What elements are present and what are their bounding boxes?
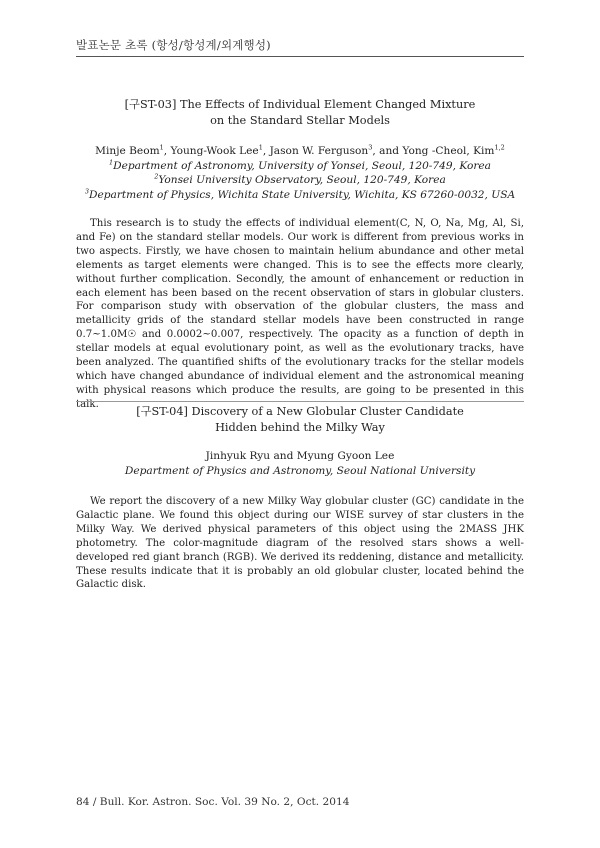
affiliation [76,159,524,174]
author-sup: 1 [258,143,263,152]
author-name: , Jason W. Ferguson [262,145,369,157]
affiliation-text: Yonsei University Observatory, Seoul, 120-749, Korea [158,174,446,186]
running-header: 발표논문 초록 (항성/항성계/외계행성) [76,38,271,52]
author-sup: 3 [368,143,373,152]
affiliation-sup: 3 [84,186,89,195]
affiliation [76,173,524,188]
affiliation-sup: 2 [154,172,159,181]
title-line-2: Hidden behind the Milky Way [215,421,385,434]
author-name: , and Yong -Cheol, Kim [372,145,495,157]
author-sup: 1 [159,143,164,152]
abstract-st04 [76,404,524,592]
author-block [76,144,524,202]
abstract-st03 [76,97,524,412]
page-footer: 84 / Bull. Kor. Astron. Soc. Vol. 39 No. 2, Oct. 2014 [76,796,350,808]
title-line-2: on the Standard Stellar Models [210,114,390,127]
affiliation-sup: 1 [108,157,114,166]
header-rule [76,56,524,57]
title-line-1: [구ST-04] Discovery of a New Globular Cluster Candidate [136,405,464,418]
abstract-title [76,404,524,436]
author-name: , Young-Wook Lee [163,145,259,157]
affiliation-text: Department of Physics, Wichita State University, Wichita, KS 67260-0032, USA [89,188,516,201]
author-block [76,449,524,478]
author-list: Jinhyuk Ryu and Myung Gyoon Lee [205,450,395,462]
abstract-body: We report the discovery of a new Milky Way globular cluster (GC) candidate in the Galactic plane. We found this object during our WISE survey of star clusters in the Milky Way. We derived physical parameters of this object using the 2MASS JHK photometry. The color-magnitude diagram of the resolved stars shows a well-developed red giant branch (RGB). We derived its reddening, distance and metallicity. These results indicate that it is probably an old globular cluster, located behind the Galactic disk. [76,496,524,591]
affiliation [76,188,524,203]
title-line-1: [구ST-03] The Effects of Individual Element Changed Mixture [124,98,476,111]
abstract-body: This research is to study the effects of individual element(C, N, O, Na, Mg, Al, Si, and Fe) on the standard stellar models. Our work is different from previous works in two aspects. Firstly, we have chosen to maintain helium abundance and other metal elements as target elements were changed. This is to see the effects more clearly, without further complication. Secondly, the amount of enhancement or reduction in each element has been based on the recent observation of stars in globular clusters. For comparison study with observation of the globular clusters, the mass and metallicity grids of the standard stellar models have been constructed in range 0.7~1.0M☉ and 0.0002~0.007, respectively. The opacity as a function of depth in stellar models at equal evolutionary point, as well as the evolutionary tracks, have been analyzed. The quantified shifts of the evolutionary tracks for the stellar models which have changed abundance of individual element and the astronomical meaning with physical reasons which produce the results, are going to be presented in this talk. [76,218,524,410]
abstract-title [76,97,524,129]
author-name: Minje Beom [95,145,160,157]
author-list [95,145,505,157]
author-sup: 1,2 [494,143,505,152]
section-divider [76,401,524,402]
affiliation-text: Department of Physics and Astronomy, Seoul National University [124,464,476,477]
affiliation-text: Department of Astronomy, University of Yonsei, Seoul, 120-749, Korea [113,159,492,172]
